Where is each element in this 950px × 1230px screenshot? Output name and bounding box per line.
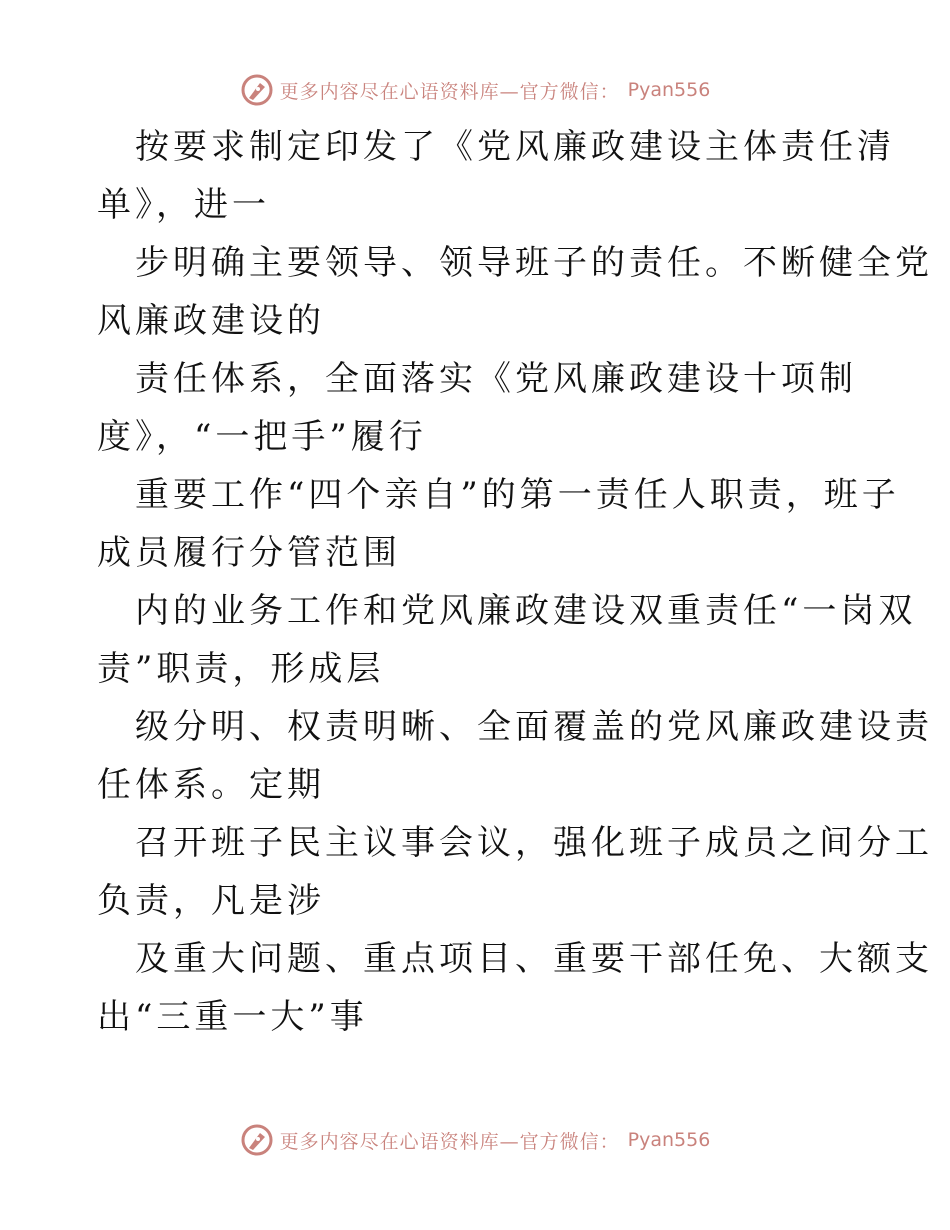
text-line: 步明确主要领导、领导班子的责任。不断健全党 (135, 243, 933, 283)
text-line: 负责，凡是涉 (97, 881, 325, 921)
text-line: 内的业务工作和党风廉政建设双重责任“一岗双 (135, 591, 917, 631)
text-line: 召开班子民主议事会议，强化班子成员之间分工 (135, 823, 933, 863)
watermark-wechat-id: Pyan556 (627, 79, 711, 101)
watermark-text: 更多内容尽在心语资料库—官方微信： (279, 1130, 620, 1153)
footer-watermark (0, 1120, 950, 1160)
header-watermark (0, 70, 950, 110)
text-line: 按要求制定印发了《党风廉政建设主体责任清 (135, 127, 895, 167)
text-line: 重要工作“四个亲自”的第一责任人职责，班子 (135, 475, 900, 515)
text-line: 级分明、权责明晰、全面覆盖的党风廉政建设责 (135, 707, 933, 747)
text-line: 任体系。定期 (97, 765, 325, 805)
pen-nib-logo-icon (240, 1123, 274, 1157)
text-line: 责”职责，形成层 (97, 649, 385, 689)
watermark-wechat-id: Pyan556 (627, 1129, 711, 1151)
text-line: 单》，进一 (97, 185, 270, 225)
pen-nib-logo-icon (240, 73, 274, 107)
text-line: 责任体系，全面落实《党风廉政建设十项制 (135, 359, 857, 399)
text-line: 及重大问题、重点项目、重要干部任免、大额支 (135, 939, 933, 979)
text-line: 风廉政建设的 (97, 301, 325, 341)
text-line: 成员履行分管范围 (97, 533, 401, 573)
text-line: 出“三重一大”事 (97, 997, 368, 1037)
watermark-text: 更多内容尽在心语资料库—官方微信： (279, 80, 620, 103)
text-line: 度》，“一把手”履行 (97, 417, 427, 457)
